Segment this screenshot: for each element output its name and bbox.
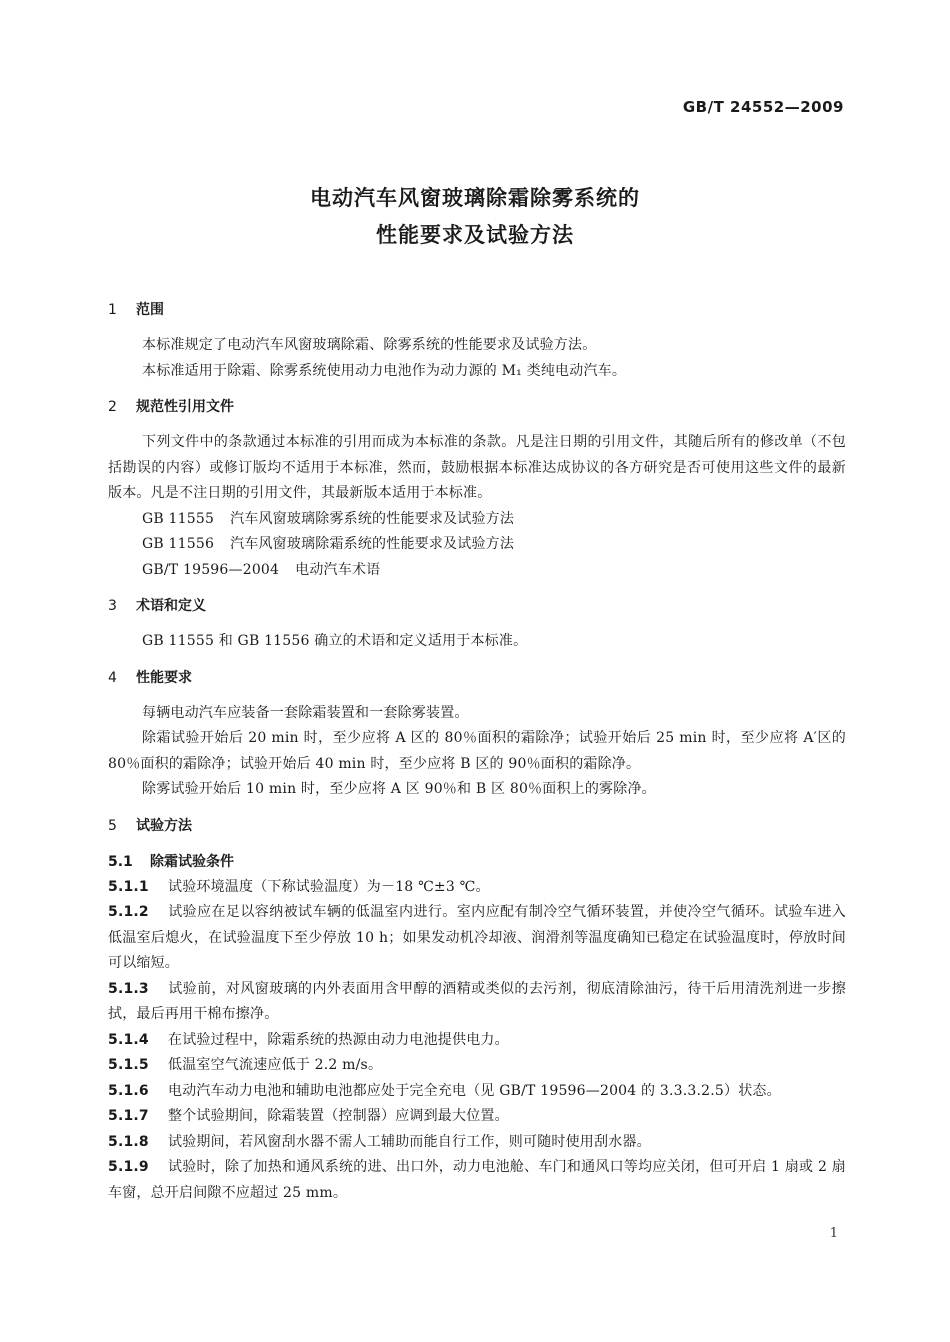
clause-item bbox=[108, 1028, 846, 1054]
clause-item bbox=[108, 977, 846, 1028]
clause-text: 试验期间，若风窗刮水器不需人工辅助而能自行工作，则可随时使用刮水器。 bbox=[168, 1133, 651, 1150]
clause-number: 5.1.1 bbox=[108, 878, 149, 895]
clause-number: 5.1.7 bbox=[108, 1108, 149, 1124]
subsection-title: 除霜试验条件 bbox=[150, 853, 234, 870]
clause-item bbox=[108, 1155, 846, 1206]
section-heading-2 bbox=[108, 394, 846, 420]
clause-text: 在试验过程中，除霜系统的热源由动力电池提供电力。 bbox=[168, 1031, 509, 1048]
section-number: 3 bbox=[108, 598, 117, 614]
clause-text: 整个试验期间，除霜装置（控制器）应调到最大位置。 bbox=[168, 1108, 509, 1124]
paragraph: 下列文件中的条款通过本标准的引用而成为本标准的条款。凡是注日期的引用文件，其随后所有的修改单（不包括勘误的内容）或修订版均不适用于本标准，然而，鼓励根据本标准达成协议的各方研究是否可使用这些文件的最新版本。凡是不注日期的引用文件，其最新版本适用于本标准。 bbox=[108, 434, 846, 501]
clause-text: 试验前，对风窗玻璃的内外表面用含甲醇的酒精或类似的去污剂，彻底清除油污，待干后用清洗剂进一步擦拭，最后再用干棉布擦净。 bbox=[108, 980, 846, 1022]
section-number: 4 bbox=[108, 669, 117, 686]
page-number: 1 bbox=[829, 1226, 838, 1241]
paragraph: 每辆电动汽车应装备一套除霜装置和一套除雾装置。 bbox=[142, 704, 469, 721]
section-title: 性能要求 bbox=[136, 669, 192, 686]
clause-number: 5.1.3 bbox=[108, 980, 149, 997]
paragraph: 本标准适用于除霜、除雾系统使用动力电池作为动力源的 M₁ 类纯电动汽车。 bbox=[142, 362, 627, 379]
section-number: 2 bbox=[108, 399, 117, 415]
section-title: 术语和定义 bbox=[136, 598, 206, 614]
clause-item bbox=[108, 1079, 846, 1105]
clause-item bbox=[108, 1130, 846, 1156]
section-heading-5 bbox=[108, 813, 846, 839]
reference-item bbox=[108, 532, 846, 558]
clause-number: 5.1.6 bbox=[108, 1082, 149, 1099]
document-title bbox=[0, 180, 950, 254]
clause-number: 5.1.2 bbox=[108, 904, 149, 920]
reference-item bbox=[108, 507, 846, 533]
clause-text: 低温室空气流速应低于 2.2 m/s。 bbox=[168, 1057, 383, 1073]
clause-text: 试验应在足以容纳被试车辆的低温室内进行。室内应配有制冷空气循环装置，并使冷空气循环。试验车进入低温室后熄火，在试验温度下至少停放 10 h；如果发动机冷却液、润滑剂等温度确知已稳定在试验温度时，停放时间可以缩短。 bbox=[108, 904, 846, 971]
clause-number: 5.1.9 bbox=[108, 1159, 149, 1175]
clause-text: 电动汽车动力电池和辅助电池都应处于完全充电（见 GB/T 19596—2004 的 3.3.3.2.5）状态。 bbox=[168, 1082, 781, 1099]
reference-code: GB 11556 bbox=[142, 536, 215, 552]
clause-item bbox=[108, 1104, 846, 1130]
paragraph: 本标准规定了电动汽车风窗玻璃除霜、除雾系统的性能要求及试验方法。 bbox=[142, 337, 597, 353]
clause-text: 试验环境温度（下称试验温度）为－18 ℃±3 ℃。 bbox=[168, 878, 490, 895]
reference-code: GB/T 19596—2004 bbox=[142, 561, 280, 578]
section-number: 1 bbox=[108, 302, 117, 318]
title-line-2: 性能要求及试验方法 bbox=[376, 223, 574, 247]
subsection-heading-5-1 bbox=[108, 849, 846, 875]
section-title: 规范性引用文件 bbox=[136, 399, 234, 415]
clause-item bbox=[108, 900, 846, 977]
title-line-1: 电动汽车风窗玻璃除霜除雾系统的 bbox=[310, 186, 640, 210]
reference-item bbox=[108, 558, 846, 584]
section-heading-3 bbox=[108, 593, 846, 619]
standard-number: GB/T 24552—2009 bbox=[682, 98, 844, 116]
reference-title: 电动汽车术语 bbox=[295, 561, 381, 578]
reference-code: GB 11555 bbox=[142, 510, 215, 527]
clause-number: 5.1.8 bbox=[108, 1133, 149, 1150]
section-title: 试验方法 bbox=[136, 817, 192, 834]
paragraph: 除霜试验开始后 20 min 时，至少应将 A 区的 80％面积的霜除净；试验开始后 25 min 时，至少应将 A′区的 80％面积的霜除净；试验开始后 40 min 时，至少应将 B 区的 90％面积的霜除净。 bbox=[108, 730, 846, 772]
clause-number: 5.1.4 bbox=[108, 1031, 149, 1048]
section-heading-4 bbox=[108, 665, 846, 691]
clause-item bbox=[108, 875, 846, 901]
reference-title: 汽车风窗玻璃除霜系统的性能要求及试验方法 bbox=[230, 536, 515, 552]
section-heading-1 bbox=[108, 297, 846, 323]
section-number: 5 bbox=[108, 817, 117, 834]
clause-text: 试验时，除了加热和通风系统的进、出口外，动力电池舱、车门和通风口等均应关闭，但可开启 1 扇或 2 扇车窗，总开启间隙不应超过 25 mm。 bbox=[108, 1159, 846, 1201]
subsection-number: 5.1 bbox=[108, 853, 133, 870]
paragraph: GB 11555 和 GB 11556 确立的术语和定义适用于本标准。 bbox=[142, 633, 528, 649]
clause-number: 5.1.5 bbox=[108, 1057, 149, 1073]
section-title: 范围 bbox=[136, 302, 164, 318]
paragraph: 除雾试验开始后 10 min 时，至少应将 A 区 90％和 B 区 80％面积上的雾除净。 bbox=[142, 781, 656, 797]
clause-item bbox=[108, 1053, 846, 1079]
reference-title: 汽车风窗玻璃除雾系统的性能要求及试验方法 bbox=[230, 510, 515, 527]
document-body bbox=[108, 297, 846, 1206]
